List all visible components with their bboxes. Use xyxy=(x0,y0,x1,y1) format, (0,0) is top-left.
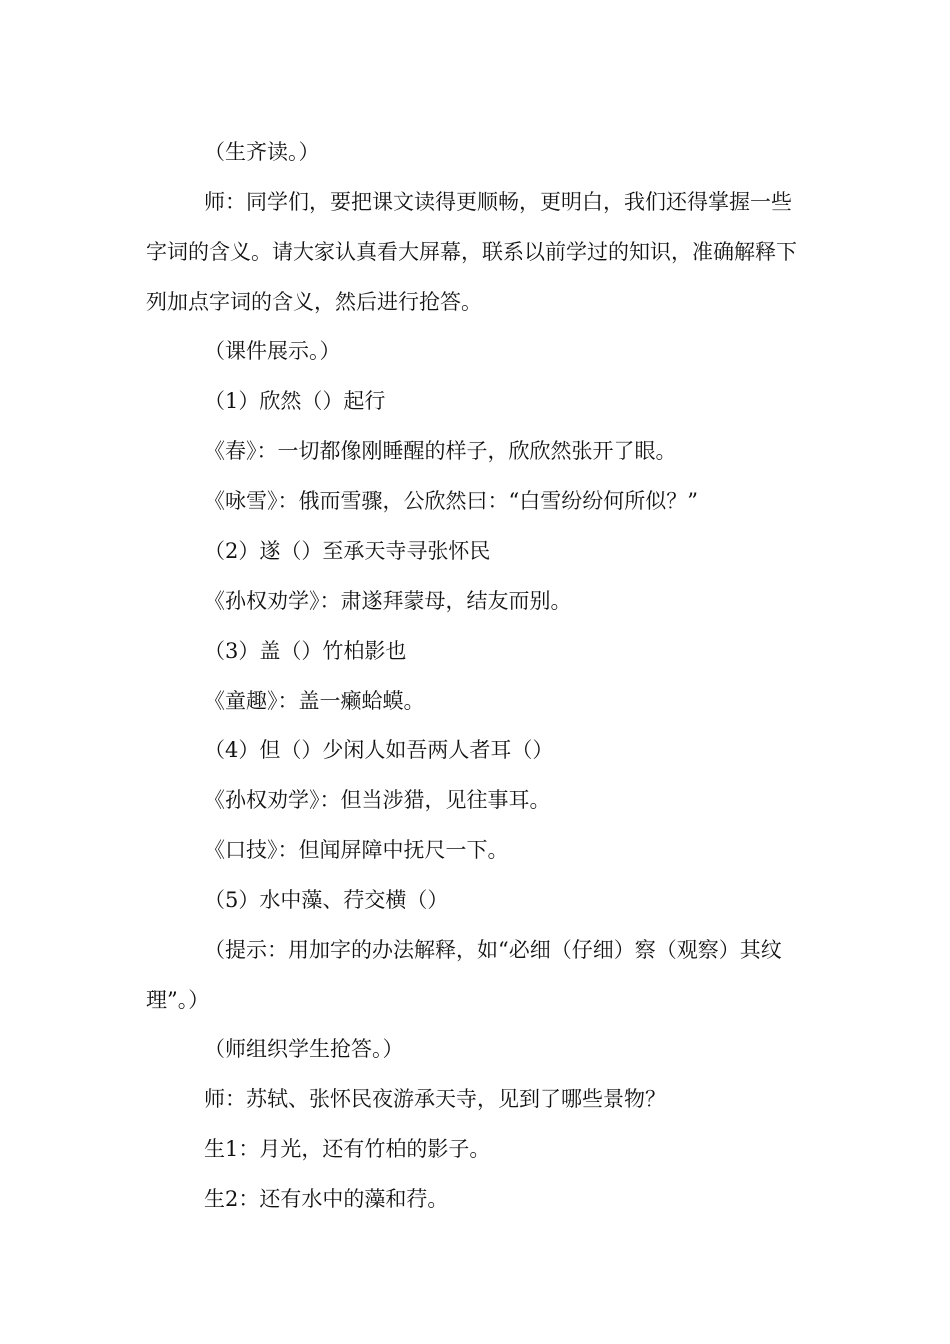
student-2-answer: 生2：还有水中的藻和荇。 xyxy=(204,1187,449,1211)
hint-paragraph: （提示：用加字的办法解释，如“必细（仔细）察（观察）其纹理”。） xyxy=(146,938,782,1012)
stage-direction-courseware: （课件展示。） xyxy=(204,339,341,363)
teacher-instruction-paragraph: 师：同学们，要把课文读得更顺畅，更明白，我们还得掌握一些字词的含义。请大家认真看大屏幕，联系以前学过的知识，准确解释下列加点字词的含义，然后进行抢答。 xyxy=(146,190,797,314)
example-sunquan-2: 《孙权劝学》：但当涉猎，见往事耳。 xyxy=(204,788,551,812)
teacher-question: 师：苏轼、张怀民夜游承天寺，见到了哪些景物？ xyxy=(204,1087,666,1111)
question-1: （1）欣然（）起行 xyxy=(204,389,386,413)
stage-direction-students-read: （生齐读。） xyxy=(204,140,320,164)
stage-direction-quiz: （师组织学生抢答。） xyxy=(204,1037,404,1061)
example-chun: 《春》：一切都像刚睡醒的样子，欣欣然张开了眼。 xyxy=(204,439,677,463)
example-yongxue: 《咏雪》：俄而雪骤，公欣然曰：“白雪纷纷何所似？” xyxy=(204,489,698,513)
question-3: （3）盖（）竹柏影也 xyxy=(204,639,407,663)
question-5: （5）水中藻、荇交横（） xyxy=(204,888,449,912)
question-2: （2）遂（）至承天寺寻张怀民 xyxy=(204,539,491,563)
question-4: （4）但（）少闲人如吾两人者耳（） xyxy=(204,738,554,762)
example-sunquan-1: 《孙权劝学》：肃遂拜蒙母，结友而别。 xyxy=(204,589,572,613)
student-1-answer: 生1：月光，还有竹柏的影子。 xyxy=(204,1137,491,1161)
example-kouji: 《口技》：但闻屏障中抚尺一下。 xyxy=(204,838,509,862)
example-tongqu: 《童趣》：盖一癞蛤蟆。 xyxy=(204,689,425,713)
